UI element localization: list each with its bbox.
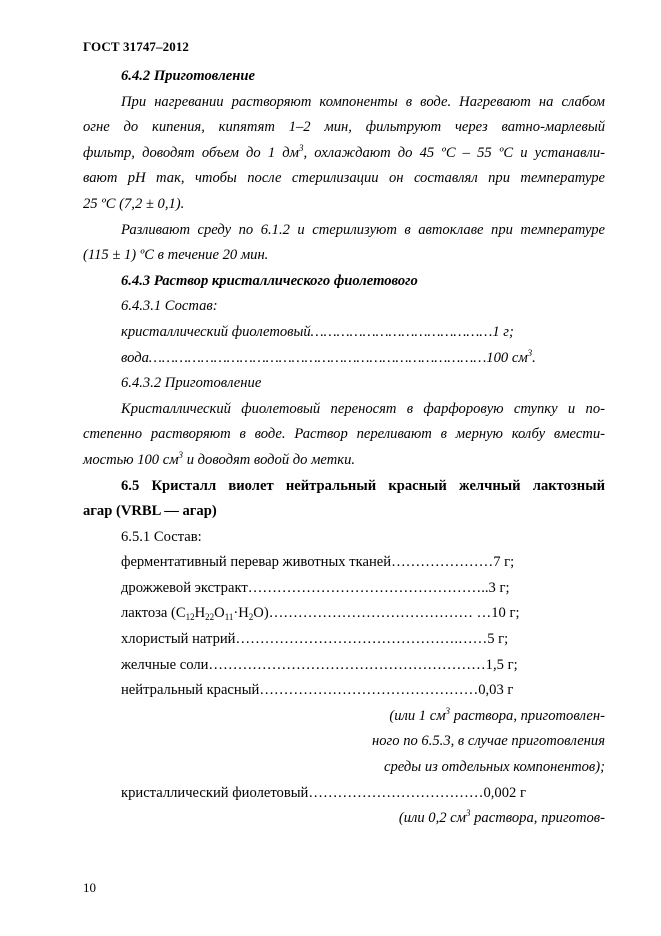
- subsection-heading-6-4-3-1: 6.4.3.1 Состав:: [121, 298, 218, 315]
- text-fragment: раствора, приготов-: [470, 810, 605, 827]
- subscript: 11: [224, 612, 234, 623]
- composition-item: [83, 346, 605, 372]
- composition-item: дрожжевой экстракт…………………………………………..3 г;: [121, 579, 510, 596]
- text-fragment: (или 1 см: [389, 707, 446, 724]
- text-line: [83, 448, 605, 474]
- text-line: (115 ± 1) ºС в течение 20 мин.: [83, 247, 269, 264]
- text-fragment: фильтр, доводят объем до 1 дм: [83, 144, 299, 161]
- subscript: 22: [205, 612, 215, 623]
- page-content: [83, 64, 605, 832]
- subsection-heading-6-4-3-2: 6.4.3.2 Приготовление: [121, 375, 262, 392]
- text-fragment: лактоза (С: [121, 605, 186, 622]
- text-fragment: , охлаждают до 45 ºС – 55 ºС и устанавли-: [303, 144, 605, 161]
- composition-item: ферментативный перевар животных тканей…………………7 г;: [121, 554, 515, 571]
- superscript: 3: [527, 347, 533, 358]
- superscript: 3: [445, 705, 451, 716]
- text-fragment: О)…………………………………… …10 г;: [253, 605, 520, 622]
- text-fragment: ·Н: [233, 605, 249, 622]
- text-line: [83, 141, 605, 167]
- subscript: 2: [248, 612, 254, 623]
- superscript: 3: [298, 142, 304, 153]
- subsection-heading-6-5-1: 6.5.1 Состав:: [121, 528, 202, 545]
- note-crystal-violet: [83, 806, 605, 832]
- subscript: 12: [185, 612, 195, 623]
- text-line: [83, 806, 605, 832]
- text-fragment: О: [214, 605, 225, 622]
- text-line: 6.5 Кристалл виолет нейтральный красный желчный лактозный: [121, 477, 605, 494]
- composition-item: [83, 601, 605, 627]
- composition-item: хлористый натрий……………………………………….……5 г;: [121, 631, 509, 648]
- text-line: степенно растворяют в воде. Раствор переливают в мерную колбу вмести-: [83, 426, 605, 443]
- section-heading-6-5: [83, 474, 605, 525]
- composition-item: нейтральный красный………………………………………0,03 г: [121, 682, 514, 699]
- paragraph-preparation-6-4-2: [83, 90, 605, 218]
- composition-item: кристаллический фиолетовый………………………………0,002 г: [121, 784, 526, 801]
- text-line: Кристаллический фиолетовый переносят в фарфоровую ступку и по-: [121, 400, 605, 417]
- superscript: 3: [178, 449, 184, 460]
- composition-item: желчные соли…………………………………………………1,5 г;: [121, 656, 518, 673]
- paragraph-preparation-6-4-3-2: [83, 397, 605, 474]
- page-number: 10: [83, 880, 96, 895]
- section-heading-6-4-2: 6.4.2 Приготовление: [121, 68, 255, 84]
- superscript: 3: [465, 808, 471, 819]
- text-line: [83, 704, 605, 730]
- text-line: агар (VRBL — агар): [83, 503, 217, 520]
- text-line: огне до кипения, кипятят 1–2 мин, фильтруют через ватно-марлевый: [83, 119, 605, 136]
- text-fragment: вода……………………………………………………………………100 см: [121, 349, 528, 366]
- text-fragment: и доводят водой до метки.: [183, 451, 356, 468]
- text-fragment: мостью 100 см: [83, 451, 179, 468]
- paragraph-sterilization: [83, 218, 605, 269]
- text-line: вают рН так, чтобы после стерилизации он составлял при температуре: [83, 170, 605, 187]
- text-fragment: раствора, приготовлен-: [450, 707, 605, 724]
- text-line: При нагревании растворяют компоненты в воде. Нагревают на слабом: [121, 93, 605, 110]
- text-line: ного по 6.5.3, в случае приготовления: [372, 733, 605, 750]
- section-heading-6-4-3: 6.4.3 Раствор кристаллического фиолетового: [121, 272, 418, 289]
- text-fragment: (или 0,2 см: [398, 810, 466, 827]
- composition-item: кристаллический фиолетовый……………………………………1 г;: [121, 323, 514, 340]
- text-fragment: .: [532, 349, 536, 366]
- text-fragment: Н: [194, 605, 206, 622]
- text-line: Разливают среду по 6.1.2 и стерилизуют в автоклаве при температуре: [121, 221, 605, 238]
- text-line: среды из отдельных компонентов);: [384, 759, 605, 776]
- text-line: 25 ºС (7,2 ± 0,1).: [83, 195, 185, 212]
- note-neutral-red: [83, 704, 605, 781]
- document-code: ГОСТ 31747–2012: [83, 39, 190, 54]
